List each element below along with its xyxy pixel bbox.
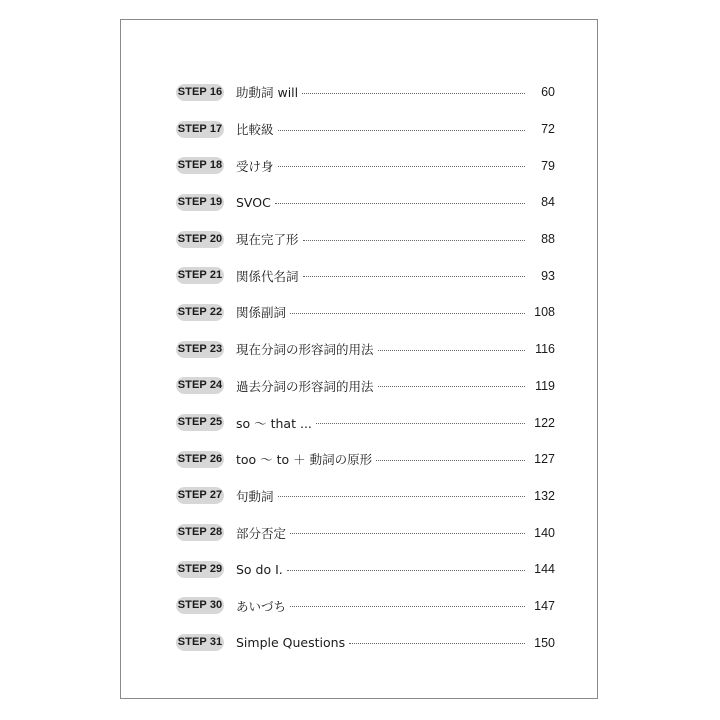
- page-number: 144: [534, 562, 555, 577]
- toc-entry: [176, 514, 555, 551]
- toc-entry: [176, 221, 555, 258]
- toc-entry: [176, 368, 555, 405]
- dot-leader: [378, 386, 525, 387]
- toc-entry: [176, 257, 555, 294]
- toc-entry-title: 現在分詞の形容詞的用法: [236, 342, 374, 358]
- toc-entry-title: 受け身: [236, 158, 274, 174]
- toc-entry: [176, 624, 555, 661]
- page-number: 88: [541, 232, 555, 247]
- page-number: 132: [534, 488, 555, 503]
- dot-leader: [303, 240, 525, 241]
- toc-entry: [176, 441, 555, 478]
- toc-entry-title: So do I.: [236, 561, 283, 577]
- toc-entry-title: 過去分詞の形容詞的用法: [236, 378, 374, 394]
- step-badge: STEP 25: [176, 414, 224, 431]
- toc-entry-title: 比較級: [236, 122, 274, 138]
- dot-leader: [278, 496, 525, 497]
- dot-leader: [278, 130, 525, 131]
- step-badge: STEP 23: [176, 341, 224, 358]
- table-of-contents: [176, 74, 555, 661]
- page-number: 93: [541, 268, 555, 283]
- toc-entry: [176, 294, 555, 331]
- dot-leader: [378, 350, 525, 351]
- step-badge: STEP 31: [176, 634, 224, 651]
- step-badge: STEP 30: [176, 597, 224, 614]
- dot-leader: [275, 203, 525, 204]
- toc-entry: [176, 404, 555, 441]
- toc-entry: [176, 588, 555, 625]
- page-number: 84: [541, 195, 555, 210]
- toc-entry: [176, 331, 555, 368]
- page-number: 147: [534, 598, 555, 613]
- step-badge: STEP 22: [176, 304, 224, 321]
- dot-leader: [302, 93, 525, 94]
- toc-entry: [176, 74, 555, 111]
- toc-entry-title: Simple Questions: [236, 635, 346, 651]
- page-number: 60: [541, 85, 555, 100]
- page-number: 140: [534, 525, 555, 540]
- dot-leader: [287, 570, 525, 571]
- page-number: 127: [534, 452, 555, 467]
- toc-entry: [176, 551, 555, 588]
- step-badge: STEP 18: [176, 157, 224, 174]
- dot-leader: [349, 643, 525, 644]
- dot-leader: [303, 276, 525, 277]
- page-number: 150: [534, 635, 555, 650]
- toc-entry-title: あいづち: [236, 598, 287, 614]
- step-badge: STEP 24: [176, 377, 224, 394]
- toc-entry: [176, 147, 555, 184]
- step-badge: STEP 17: [176, 121, 224, 138]
- step-badge: STEP 19: [176, 194, 224, 211]
- step-badge: STEP 26: [176, 451, 224, 468]
- toc-entry-title: so ～ that ...: [236, 415, 312, 431]
- step-badge: STEP 20: [176, 231, 224, 248]
- toc-entry-title: 関係代名詞: [236, 268, 299, 284]
- page-number: 108: [534, 305, 555, 320]
- dot-leader: [316, 423, 525, 424]
- dot-leader: [376, 460, 525, 461]
- page-number: 72: [541, 122, 555, 137]
- step-badge: STEP 21: [176, 267, 224, 284]
- step-badge: STEP 16: [176, 84, 224, 101]
- toc-entry-title: too ～ to ＋ 動詞の原形: [236, 452, 373, 468]
- toc-entry-title: 現在完了形: [236, 232, 299, 248]
- dot-leader: [290, 606, 525, 607]
- toc-entry: [176, 478, 555, 515]
- toc-entry-title: 部分否定: [236, 525, 287, 541]
- dot-leader: [290, 313, 525, 314]
- document-page: [120, 19, 598, 699]
- toc-entry-title: 句動詞: [236, 488, 274, 504]
- toc-entry-title: 関係副詞: [236, 305, 287, 321]
- toc-entry-title: SVOC: [236, 194, 271, 210]
- dot-leader: [290, 533, 525, 534]
- step-badge: STEP 28: [176, 524, 224, 541]
- page-number: 116: [535, 342, 555, 357]
- page-number: 119: [535, 378, 555, 393]
- toc-entry: [176, 111, 555, 148]
- page-number: 79: [541, 158, 555, 173]
- page-number: 122: [534, 415, 555, 430]
- step-badge: STEP 27: [176, 487, 224, 504]
- step-badge: STEP 29: [176, 561, 224, 578]
- toc-entry-title: 助動詞 will: [236, 85, 299, 101]
- dot-leader: [278, 166, 525, 167]
- toc-entry: [176, 184, 555, 221]
